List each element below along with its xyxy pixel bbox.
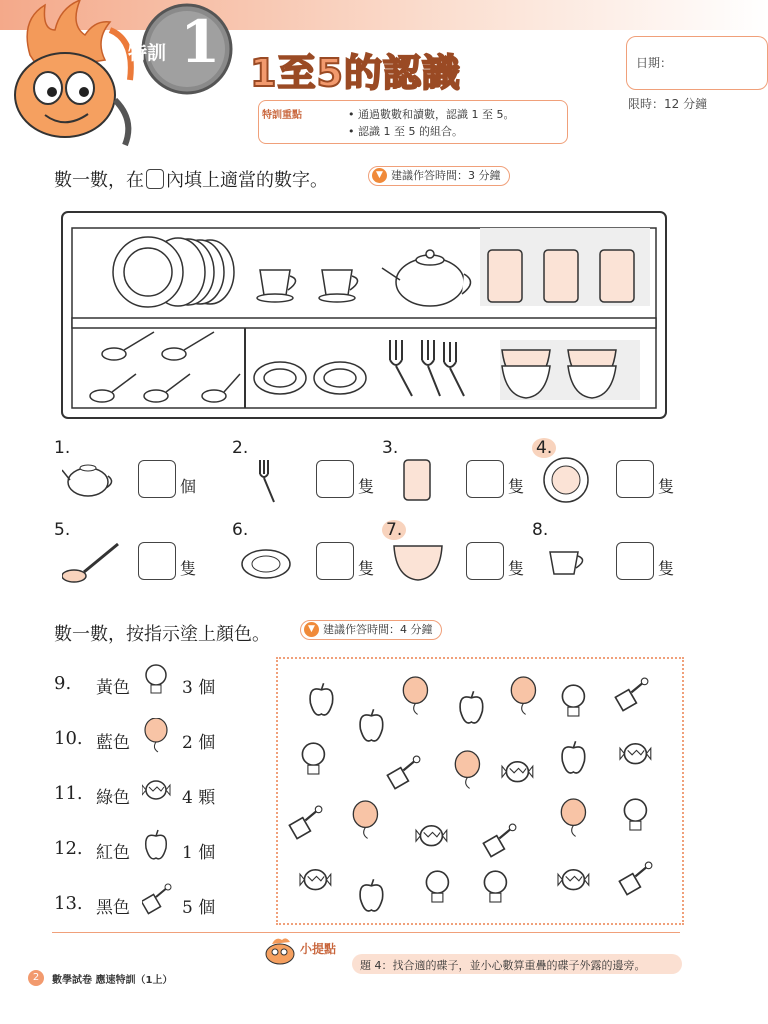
instruction-color: 黑色: [96, 898, 130, 918]
mascot-small-icon: [262, 936, 298, 966]
instruction-color: 黃色: [96, 678, 130, 698]
chevron-down-icon: ▼: [304, 622, 319, 637]
question-number: 7.: [382, 520, 406, 540]
answer-box[interactable]: [316, 460, 354, 498]
question-number: 1.: [54, 438, 71, 458]
section1-title-part: 內填上適當的數字。: [166, 170, 328, 191]
balloon-icon[interactable]: [561, 799, 585, 836]
suggested-time-pill: [300, 620, 442, 640]
plate-icon: [540, 456, 600, 506]
page-title: 1至5的認識: [250, 51, 461, 95]
question-number: 4.: [532, 438, 556, 458]
instruction-color: 紅色: [96, 843, 130, 863]
answer-box[interactable]: [466, 460, 504, 498]
section2-title: 數一數，按指示塗上顏色。: [54, 624, 270, 645]
section1-title: [54, 166, 328, 192]
focus-item: • 通過數數和讀數，認識 1 至 5。: [348, 108, 515, 121]
tip-tag: 小提點: [300, 942, 337, 956]
glass-icon: [488, 250, 634, 302]
shovel-icon[interactable]: [289, 806, 322, 839]
suggested-time-text: 建議作答時間：4 分鐘: [323, 623, 433, 636]
unit-label: 隻: [658, 477, 675, 496]
bowl-icon: [390, 538, 450, 588]
fork-icon: [240, 456, 300, 506]
candy-icon[interactable]: [620, 744, 651, 764]
apple-icon[interactable]: [360, 709, 383, 741]
candy-icon[interactable]: [300, 870, 331, 890]
glass-icon: [390, 456, 450, 506]
shovel-icon: [142, 883, 172, 919]
instruction-color: 藍色: [96, 733, 130, 753]
answer-box[interactable]: [138, 460, 176, 498]
instruction-count: 2 個: [182, 733, 216, 753]
chevron-down-icon: ▼: [372, 168, 387, 183]
lightbulb-icon[interactable]: [624, 799, 646, 830]
instruction-number: 12.: [54, 838, 83, 859]
lightbulb-icon[interactable]: [484, 871, 506, 902]
lightbulb-icon[interactable]: [302, 743, 324, 774]
unit-label: 隻: [508, 477, 525, 496]
candy-icon[interactable]: [558, 870, 589, 890]
shovel-icon[interactable]: [615, 678, 648, 711]
answer-box[interactable]: [616, 542, 654, 580]
instruction-count: 1 個: [182, 843, 216, 863]
badge-label: 特訓: [128, 42, 167, 64]
suggested-time-pill: [368, 166, 510, 186]
instruction-number: 11.: [54, 783, 83, 804]
page-number: 2: [28, 970, 44, 986]
lightbulb-icon[interactable]: [426, 871, 448, 902]
plate-stack-icon: [113, 237, 234, 307]
spoon-icon: [62, 538, 122, 588]
question-number: 3.: [382, 438, 399, 458]
tip-text: 題 4：找合適的碟子，並小心數算重疊的碟子外露的邊旁。: [360, 959, 646, 972]
unit-label: 隻: [508, 559, 525, 578]
instruction-number: 13.: [54, 893, 83, 914]
question-number: 2.: [232, 438, 249, 458]
focus-tag: 特訓重點: [262, 110, 302, 121]
shovel-icon[interactable]: [387, 756, 420, 789]
instruction-count: 5 個: [182, 898, 216, 918]
instruction-count: 3 個: [182, 678, 216, 698]
answer-box[interactable]: [316, 542, 354, 580]
lightbulb-icon[interactable]: [562, 685, 584, 716]
badge-number: 1: [180, 8, 221, 76]
lightbulb-icon: [142, 663, 172, 699]
unit-label: 隻: [358, 559, 375, 578]
suggested-time-text: 建議作答時間：3 分鐘: [391, 169, 501, 182]
teapot-icon: [62, 456, 122, 506]
candy-icon[interactable]: [502, 762, 533, 782]
apple-icon[interactable]: [562, 741, 585, 773]
answer-box[interactable]: [138, 542, 176, 580]
balloon-icon[interactable]: [403, 677, 427, 714]
unit-label: 個: [180, 477, 197, 496]
shovel-icon[interactable]: [483, 824, 516, 857]
section1-title-part: 數一數，在: [54, 170, 144, 191]
focus-item: • 認識 1 至 5 的組合。: [348, 125, 463, 138]
apple-icon[interactable]: [460, 691, 483, 723]
balloon-icon[interactable]: [511, 677, 535, 714]
candy-icon: [142, 773, 172, 809]
balloon-icon[interactable]: [353, 801, 377, 838]
candy-icon[interactable]: [416, 826, 447, 846]
instruction-number: 9.: [54, 673, 72, 694]
question-number: 8.: [532, 520, 549, 540]
book-title: 數學試卷 應速特訓（1上）: [52, 975, 173, 986]
tip-divider: [52, 932, 680, 933]
cup-icon: [540, 538, 600, 588]
apple-icon[interactable]: [360, 879, 383, 911]
answer-box[interactable]: [466, 542, 504, 580]
apple-icon: [142, 828, 172, 864]
date-label: 日期：: [636, 56, 673, 70]
answer-box[interactable]: [616, 460, 654, 498]
shovel-icon[interactable]: [619, 862, 652, 895]
answer-square-icon: [146, 169, 164, 189]
instruction-number: 10.: [54, 728, 83, 749]
balloon-icon: [142, 718, 172, 754]
saucer-icon: [240, 538, 300, 588]
question-number: 6.: [232, 520, 249, 540]
question-number: 5.: [54, 520, 71, 540]
apple-icon[interactable]: [310, 683, 333, 715]
unit-label: 隻: [180, 559, 197, 578]
coloring-objects: [276, 657, 680, 921]
instruction-color: 綠色: [96, 788, 130, 808]
unit-label: 隻: [358, 477, 375, 496]
unit-label: 隻: [658, 559, 675, 578]
time-limit: 限時：12 分鐘: [628, 97, 708, 111]
shelf-illustration: [60, 210, 672, 424]
instruction-count: 4 顆: [182, 788, 216, 808]
balloon-icon[interactable]: [455, 751, 479, 788]
